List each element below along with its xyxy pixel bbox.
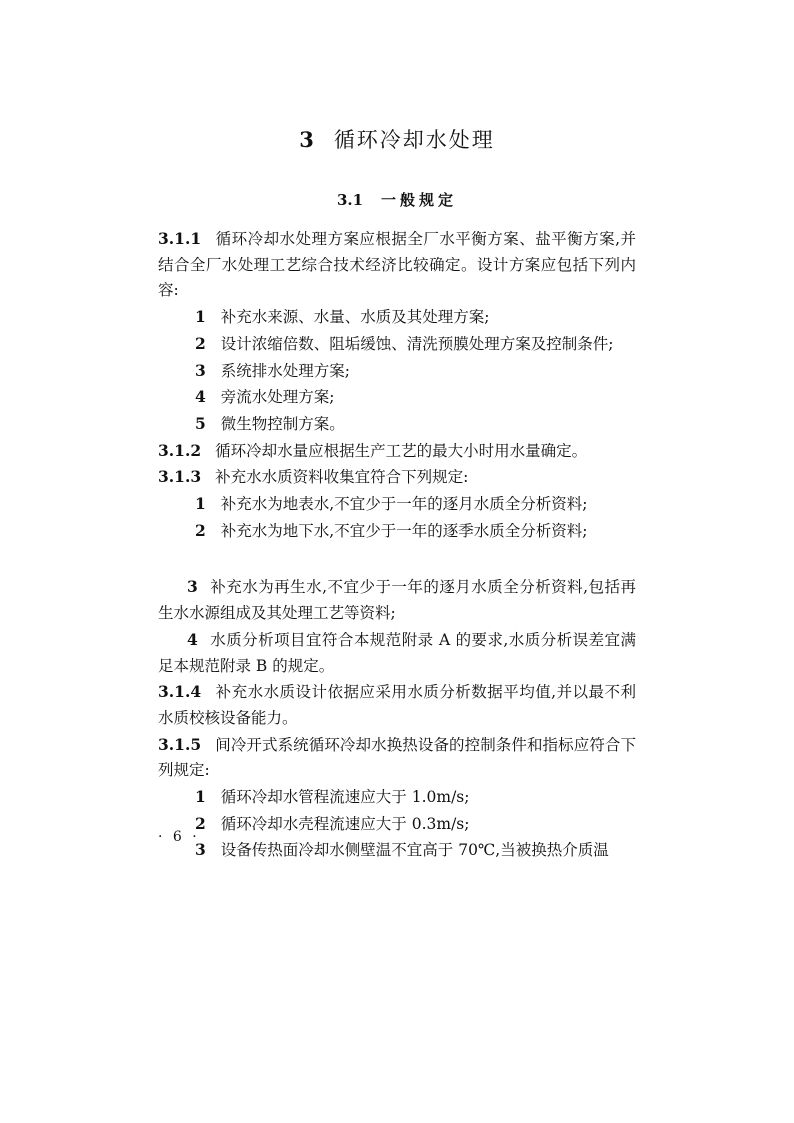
- list-item: [158, 331, 636, 358]
- clause-text: 间冷开式系统循环冷却水换热设备的控制条件和指标应符合下列规定:: [158, 735, 636, 780]
- clause-number: 3.1.3: [158, 467, 202, 487]
- clause-number: 3.1.5: [158, 734, 202, 754]
- item-number: 3: [195, 360, 206, 380]
- clause-text: 补充水水质设计依据应采用水质分析数据平均值,并以最不利水质校核设备能力。: [158, 683, 636, 727]
- item-number: 3: [187, 577, 198, 597]
- item-number: 2: [195, 333, 206, 353]
- list-item: [158, 518, 636, 545]
- clause-number: 3.1.1: [158, 229, 202, 248]
- item-text: 补充水为地表水,不宜少于一年的逐月水质全分析资料;: [220, 495, 588, 514]
- list-item: [158, 837, 636, 864]
- item-number: 1: [195, 787, 206, 807]
- clause-3-1-5: [158, 732, 636, 784]
- list-item: [158, 784, 636, 811]
- page-number: · 6 ·: [158, 829, 200, 845]
- clause-3-1-1: [158, 226, 636, 304]
- item-text: 设计浓缩倍数、阻垢缓蚀、清洗预膜处理方案及控制条件;: [220, 334, 614, 353]
- item-number: 3: [195, 840, 206, 860]
- section-title-text: 一般规定: [381, 191, 458, 209]
- item-number: 1: [195, 307, 206, 327]
- clause-3-1-2: [158, 438, 636, 465]
- list-item: [158, 491, 636, 518]
- item-number: 5: [195, 413, 206, 433]
- item-number: 2: [195, 813, 206, 833]
- list-item: [158, 384, 636, 411]
- item-text: 系统排水处理方案;: [220, 361, 351, 380]
- chapter-title: [0, 124, 794, 154]
- clause-3-1-3: [158, 464, 636, 491]
- list-item: [158, 574, 636, 626]
- clause-number: 3.1.4: [158, 682, 202, 702]
- list-item: [158, 304, 636, 331]
- item-number: 4: [195, 387, 206, 407]
- list-item: [158, 627, 636, 679]
- item-text: 旁流水处理方案;: [220, 388, 335, 407]
- chapter-title-text: 循环冷却水处理: [333, 128, 495, 152]
- clause-text: 循环冷却水量应根据生产工艺的最大小时用水量确定。: [215, 441, 588, 460]
- item-number: 2: [195, 520, 206, 540]
- clause-text: 补充水水质资料收集宜符合下列规定:: [215, 468, 469, 487]
- item-text: 循环冷却水管程流速应大于 1.0m/s;: [220, 788, 470, 807]
- section-number: 3.1: [336, 191, 364, 209]
- clause-text: 循环冷却水处理方案应根据全厂水平衡方案、盐平衡方案,并结合全厂水处理工艺综合技术经济比较确定。设计方案应包括下列内容:: [158, 230, 636, 300]
- clause-3-1-4: [158, 679, 636, 731]
- item-text: 循环冷却水壳程流速应大于 0.3m/s;: [220, 814, 470, 833]
- document-body: [158, 226, 636, 864]
- chapter-number: 3: [299, 127, 316, 152]
- item-text: 设备传热面冷却水侧壁温不宜高于 70℃,当被换热介质温: [220, 841, 609, 860]
- section-heading: [0, 189, 794, 210]
- item-number: 1: [195, 494, 206, 514]
- spacer: [158, 544, 636, 574]
- item-text: 水质分析项目宜符合本规范附录 A 的要求,水质分析误差宜满足本规范附录 B 的规定。: [158, 630, 636, 675]
- list-item: [158, 811, 636, 838]
- item-text: 补充水为再生水,不宜少于一年的逐月水质全分析资料,包括再生水水源组成及其处理工艺等资料;: [158, 578, 636, 623]
- item-text: 补充水来源、水量、水质及其处理方案;: [220, 308, 490, 327]
- item-text: 微生物控制方案。: [220, 414, 345, 433]
- list-item: [158, 411, 636, 438]
- list-item: [158, 358, 636, 385]
- clause-number: 3.1.2: [158, 440, 202, 460]
- item-number: 4: [187, 629, 198, 649]
- item-text: 补充水为地下水,不宜少于一年的逐季水质全分析资料;: [220, 521, 588, 540]
